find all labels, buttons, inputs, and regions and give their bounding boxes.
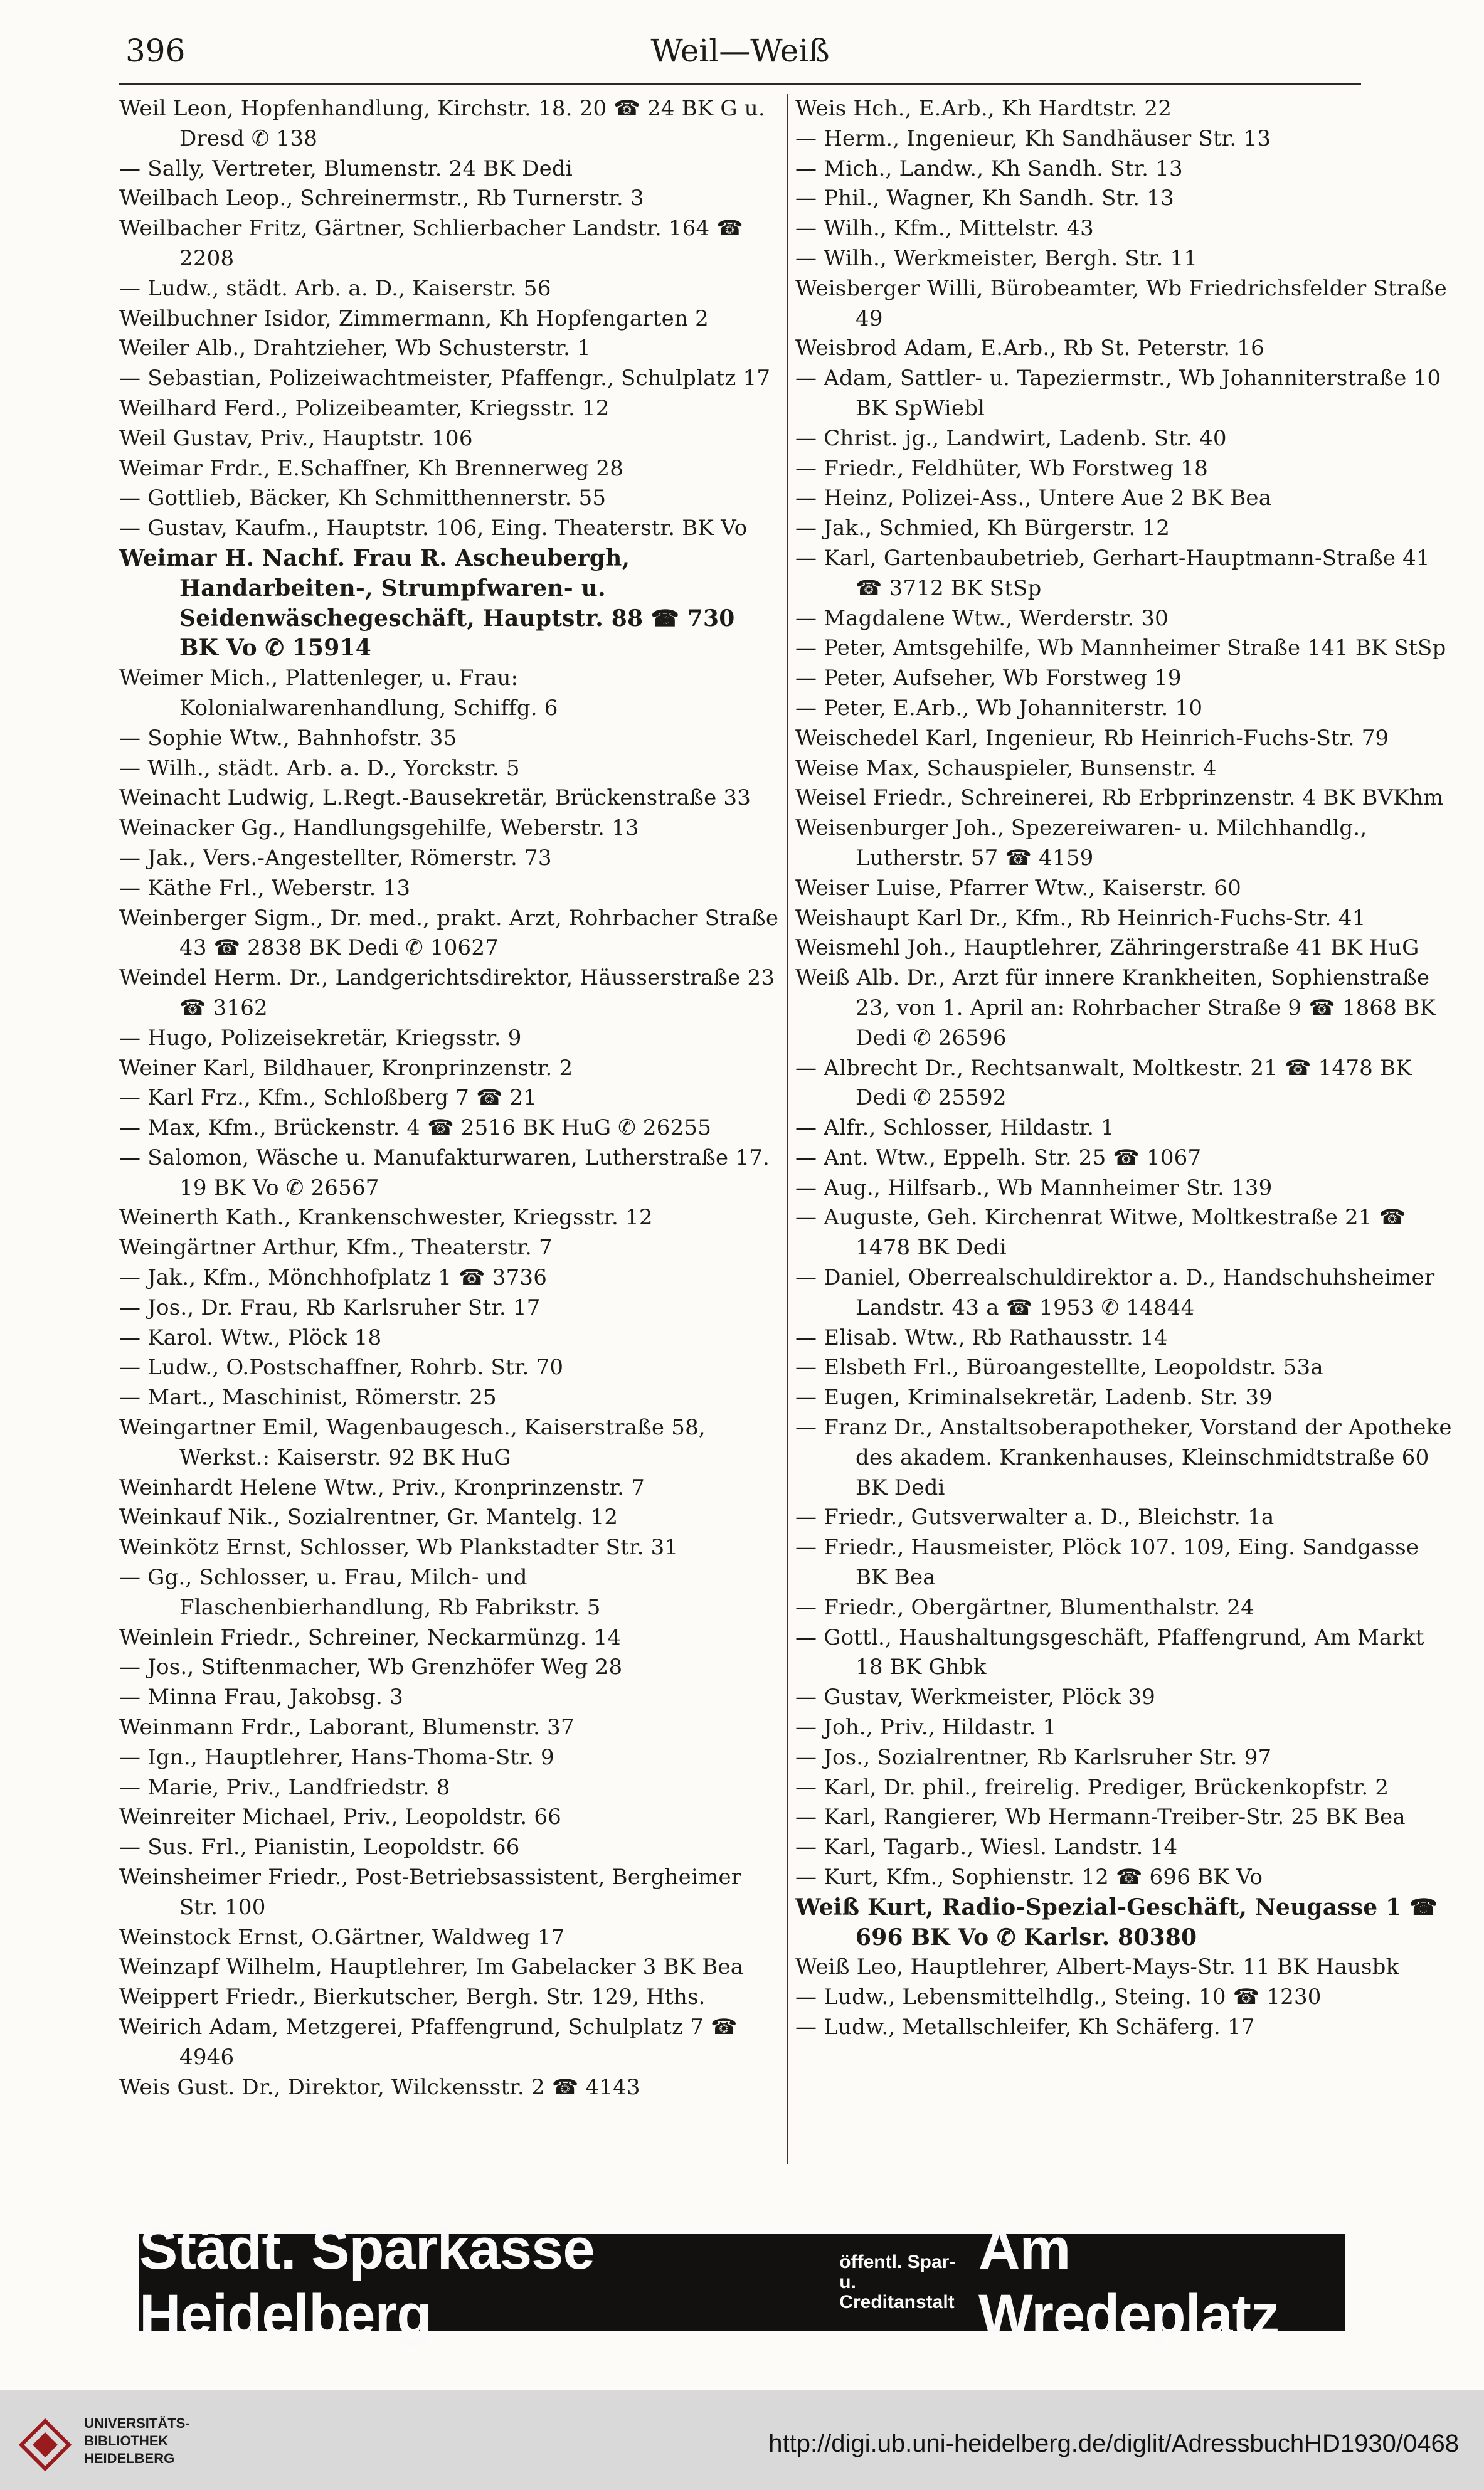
- directory-entry: — Jak., Kfm., Mönchhofplatz 1 ☎ 3736: [119, 1265, 548, 1291]
- directory-entry: Weiß Alb. Dr., Arzt für innere Krankheiten, Sophienstraße 23, von 1. April an: Rohrbacher Straße 9 ☎ 1868 BK Dedi ✆ 26596: [795, 965, 1436, 1051]
- directory-entry: — Ludw., städt. Arb. a. D., Kaiserstr. 56: [119, 275, 551, 301]
- left-column: [119, 94, 781, 2227]
- university-library-logo-icon: [15, 2415, 75, 2475]
- directory-entry: — Elisab. Wtw., Rb Rathausstr. 14: [795, 1325, 1168, 1350]
- advert-subtitle: [839, 2252, 963, 2313]
- directory-entry: Weinmann Frdr., Laborant, Blumenstr. 37: [119, 1715, 575, 1740]
- directory-entry: Weil Gustav, Priv., Hauptstr. 106: [119, 425, 473, 451]
- advert-subtitle-line1: öffentl. Spar- u.: [839, 2252, 956, 2292]
- directory-entry: — Gg., Schlosser, u. Frau, Milch- und Flaschenbierhandlung, Rb Fabrikstr. 5: [119, 1565, 601, 1620]
- directory-entry: Weischedel Karl, Ingenieur, Rb Heinrich-Fuchs-Str. 79: [795, 725, 1389, 751]
- directory-entry: — Albrecht Dr., Rechtsanwalt, Moltkestr. 21 ☎ 1478 BK Dedi ✆ 25592: [795, 1055, 1412, 1111]
- directory-entry: — Adam, Sattler- u. Tapeziermstr., Wb Johanniterstraße 10 BK SpWiebl: [795, 366, 1441, 421]
- directory-entry: — Friedr., Gutsverwalter a. D., Bleichstr. 1a: [795, 1505, 1275, 1530]
- library-name: [84, 2415, 190, 2467]
- directory-entry: — Eugen, Kriminalsekretär, Ladenb. Str. 39: [795, 1385, 1273, 1411]
- directory-entry: — Karl Frz., Kfm., Schloßberg 7 ☎ 21: [119, 1085, 538, 1111]
- page-header: [125, 26, 1355, 83]
- directory-entry: Weiner Karl, Bildhauer, Kronprinzenstr. 2: [119, 1055, 573, 1081]
- directory-entry: — Jak., Vers.-Angestellter, Römerstr. 73: [119, 845, 552, 871]
- directory-entry: Weinacker Gg., Handlungsgehilfe, Weberstr. 13: [119, 815, 639, 841]
- directory-entry: Weilbach Leop., Schreinermstr., Rb Turnerstr. 3: [119, 186, 644, 211]
- directory-entry: Weisbrod Adam, E.Arb., Rb St. Peterstr. 16: [795, 336, 1264, 361]
- directory-entry: — Peter, E.Arb., Wb Johanniterstr. 10: [795, 695, 1203, 721]
- directory-entry: Weinkauf Nik., Sozialrentner, Gr. Mantelg. 12: [119, 1505, 618, 1530]
- directory-entry: Weippert Friedr., Bierkutscher, Bergh. Str. 129, Hths.: [119, 1984, 706, 2010]
- directory-entry: Weis Hch., E.Arb., Kh Hardtstr. 22: [795, 96, 1172, 121]
- directory-entry: Weilbacher Fritz, Gärtner, Schlierbacher Landstr. 164 ☎ 2208: [119, 216, 743, 271]
- directory-entry: Weindel Herm. Dr., Landgerichtsdirektor, Häusserstraße 23 ☎ 3162: [119, 965, 775, 1020]
- directory-entry: Weisel Friedr., Schreinerei, Rb Erbprinzenstr. 4 BK BVKhm: [795, 785, 1444, 811]
- directory-entry: Weiler Alb., Drahtzieher, Wb Schusterstr. 1: [119, 336, 591, 361]
- directory-entry: — Sophie Wtw., Bahnhofstr. 35: [119, 725, 457, 751]
- directory-entry: Weinkötz Ernst, Schlosser, Wb Plankstadter Str. 31: [119, 1535, 679, 1560]
- directory-entry: — Mich., Landw., Kh Sandh. Str. 13: [795, 156, 1183, 181]
- directory-entry: — Sus. Frl., Pianistin, Leopoldstr. 66: [119, 1835, 520, 1860]
- directory-entry: — Mart., Maschinist, Römerstr. 25: [119, 1385, 497, 1411]
- directory-entry: — Franz Dr., Anstaltsoberapotheker, Vorstand der Apotheke des akadem. Krankenhauses, Kleinschmidtstraße 60 BK Dedi: [795, 1415, 1452, 1500]
- directory-entry: — Gustav, Kaufm., Hauptstr. 106, Eing. Theaterstr. BK Vo: [119, 516, 748, 541]
- directory-entry: Weinzapf Wilhelm, Hauptlehrer, Im Gabelacker 3 BK Bea: [119, 1954, 744, 1980]
- directory-entry: — Friedr., Obergärtner, Blumenthalstr. 24: [795, 1594, 1254, 1620]
- directory-entry: — Ludw., Metallschleifer, Kh Schäferg. 17: [795, 2015, 1255, 2040]
- directory-entry: Weinreiter Michael, Priv., Leopoldstr. 66: [119, 1804, 562, 1830]
- directory-entry: — Gottlieb, Bäcker, Kh Schmitthennerstr. 55: [119, 485, 607, 511]
- library-name-line1: UNIVERSITÄTS-: [84, 2415, 190, 2431]
- directory-entry: — Wilh., Kfm., Mittelstr. 43: [795, 216, 1094, 241]
- directory-entry: Weil Leon, Hopfenhandlung, Kirchstr. 18. 20 ☎ 24 BK G u. Dresd ✆ 138: [119, 96, 765, 151]
- column-divider: [787, 94, 788, 2164]
- directory-entry: — Phil., Wagner, Kh Sandh. Str. 13: [795, 186, 1174, 211]
- advert-location: Am Wredeplatz: [978, 2217, 1280, 2347]
- directory-entry: — Gustav, Werkmeister, Plöck 39: [795, 1685, 1155, 1710]
- library-name-line2: BIBLIOTHEK: [84, 2433, 169, 2449]
- directory-entry: — Wilh., Werkmeister, Bergh. Str. 11: [795, 245, 1198, 271]
- directory-entry: — Max, Kfm., Brückenstr. 4 ☎ 2516 BK HuG ✆ 26255: [119, 1115, 712, 1141]
- directory-entry: — Sally, Vertreter, Blumenstr. 24 BK Dedi: [119, 156, 573, 181]
- advert-subtitle-line2: Creditanstalt: [839, 2292, 955, 2313]
- directory-entry: Weinacht Ludwig, L.Regt.-Bausekretär, Brückenstraße 33: [119, 785, 751, 811]
- directory-entry: — Daniel, Oberrealschuldirektor a. D., Handschuhsheimer Landstr. 43 a ☎ 1953 ✆ 14844: [795, 1265, 1435, 1320]
- advert-name: Städt. Sparkasse Heidelberg: [139, 2217, 595, 2347]
- directory-entry: Weishaupt Karl Dr., Kfm., Rb Heinrich-Fuchs-Str. 41: [795, 905, 1366, 931]
- directory-entry: Weisenburger Joh., Spezereiwaren- u. Milchhandlg., Lutherstr. 57 ☎ 4159: [795, 815, 1367, 871]
- directory-entry: Weirich Adam, Metzgerei, Pfaffengrund, Schulplatz 7 ☎ 4946: [119, 2015, 738, 2070]
- directory-entry: Weiß Kurt, Radio-Spezial-Geschäft, Neugasse 1 ☎ 696 BK Vo ✆ Karlsr. 80380: [795, 1894, 1438, 1951]
- directory-entry: Weimar H. Nachf. Frau R. Ascheubergh, Handarbeiten-, Strumpfwaren- u. Seidenwäschegeschäft, Hauptstr. 88 ☎ 730 BK Vo ✆ 15914: [119, 544, 735, 662]
- directory-entry: — Minna Frau, Jakobsg. 3: [119, 1685, 403, 1710]
- running-title: Weil—Weiß: [650, 33, 830, 69]
- directory-entry: Weinhardt Helene Wtw., Priv., Kronprinzenstr. 7: [119, 1475, 645, 1500]
- directory-entry: Weinstock Ernst, O.Gärtner, Waldweg 17: [119, 1924, 565, 1950]
- directory-entry: Weilbuchner Isidor, Zimmermann, Kh Hopfengarten 2: [119, 305, 709, 331]
- directory-entry: — Jak., Schmied, Kh Bürgerstr. 12: [795, 516, 1170, 541]
- page-number: 396: [125, 33, 186, 69]
- directory-entry: — Karl, Dr. phil., freirelig. Prediger, Brückenkopfstr. 2: [795, 1774, 1389, 1800]
- header-rule: [119, 83, 1361, 85]
- directory-entry: Weiß Leo, Hauptlehrer, Albert-Mays-Str. 11 BK Hausbk: [795, 1954, 1399, 1980]
- directory-entry: — Alfr., Schlosser, Hildastr. 1: [795, 1115, 1115, 1141]
- directory-entry: Weimar Frdr., E.Schaffner, Kh Brennerweg 28: [119, 455, 624, 481]
- right-column: [795, 94, 1457, 2227]
- library-name-line3: HEIDELBERG: [84, 2450, 175, 2466]
- directory-entry: Weilhard Ferd., Polizeibeamter, Kriegsstr. 12: [119, 395, 610, 421]
- directory-entry: — Herm., Ingenieur, Kh Sandhäuser Str. 13: [795, 125, 1271, 151]
- directory-entry: — Friedr., Feldhüter, Wb Forstweg 18: [795, 455, 1208, 481]
- directory-entry: — Christ. jg., Landwirt, Ladenb. Str. 40: [795, 425, 1227, 451]
- directory-entry: — Karl, Rangierer, Wb Hermann-Treiber-Str. 25 BK Bea: [795, 1804, 1406, 1830]
- directory-entry: — Ign., Hauptlehrer, Hans-Thoma-Str. 9: [119, 1744, 554, 1770]
- directory-entry: — Ant. Wtw., Eppelh. Str. 25 ☎ 1067: [795, 1145, 1202, 1170]
- directory-entry: Weimer Mich., Plattenleger, u. Frau: Kolonialwarenhandlung, Schiffg. 6: [119, 665, 558, 721]
- sparkasse-advertisement: [139, 2217, 1345, 2347]
- directory-entry: — Ludw., Lebensmittelhdlg., Steing. 10 ☎ 1230: [795, 1984, 1322, 2010]
- directory-entry: — Joh., Priv., Hildastr. 1: [795, 1715, 1057, 1740]
- directory-entry: — Auguste, Geh. Kirchenrat Witwe, Moltkestraße 21 ☎ 1478 BK Dedi: [795, 1205, 1406, 1261]
- directory-entry: Weiser Luise, Pfarrer Wtw., Kaiserstr. 60: [795, 875, 1241, 901]
- directory-entry: Weinsheimer Friedr., Post-Betriebsassistent, Bergheimer Str. 100: [119, 1865, 742, 1920]
- directory-entry: — Jos., Sozialrentner, Rb Karlsruher Str. 97: [795, 1744, 1272, 1770]
- viewer-footer: [0, 2390, 1484, 2490]
- directory-entry: Weingartner Emil, Wagenbaugesch., Kaiserstraße 58, Werkst.: Kaiserstr. 92 BK HuG: [119, 1415, 706, 1470]
- directory-entry: — Jos., Stiftenmacher, Wb Grenzhöfer Weg 28: [119, 1655, 623, 1680]
- directory-entry: Weise Max, Schauspieler, Bunsenstr. 4: [795, 755, 1217, 781]
- directory-entry: — Hugo, Polizeisekretär, Kriegsstr. 9: [119, 1025, 522, 1051]
- directory-entry: — Friedr., Hausmeister, Plöck 107. 109, Eing. Sandgasse BK Bea: [795, 1535, 1419, 1591]
- directory-entry: — Peter, Aufseher, Wb Forstweg 19: [795, 665, 1182, 691]
- directory-entry: — Jos., Dr. Frau, Rb Karlsruher Str. 17: [119, 1295, 541, 1320]
- directory-entry: Weisberger Willi, Bürobeamter, Wb Friedrichsfelder Straße 49: [795, 275, 1447, 331]
- directory-entry: — Peter, Amtsgehilfe, Wb Mannheimer Straße 141 BK StSp: [795, 635, 1446, 661]
- directory-entry: Weis Gust. Dr., Direktor, Wilckensstr. 2 ☎ 4143: [119, 2074, 640, 2100]
- directory-entry: — Magdalene Wtw., Werderstr. 30: [795, 605, 1169, 631]
- directory-entry: Weinerth Kath., Krankenschwester, Kriegsstr. 12: [119, 1205, 653, 1231]
- directory-entry: — Elsbeth Frl., Büroangestellte, Leopoldstr. 53a: [795, 1355, 1323, 1380]
- directory-entry: — Salomon, Wäsche u. Manufakturwaren, Lutherstraße 17. 19 BK Vo ✆ 26567: [119, 1145, 770, 1200]
- directory-entry: — Karol. Wtw., Plöck 18: [119, 1325, 382, 1350]
- directory-entry: — Kurt, Kfm., Sophienstr. 12 ☎ 696 BK Vo: [795, 1865, 1263, 1890]
- directory-entry: — Marie, Priv., Landfriedstr. 8: [119, 1774, 450, 1800]
- directory-entry: — Karl, Tagarb., Wiesl. Landstr. 14: [795, 1835, 1178, 1860]
- directory-entry: — Käthe Frl., Weberstr. 13: [119, 875, 411, 901]
- directory-entry: — Gottl., Haushaltungsgeschäft, Pfaffengrund, Am Markt 18 BK Ghbk: [795, 1624, 1424, 1680]
- directory-entry: — Heinz, Polizei-Ass., Untere Aue 2 BK Bea: [795, 485, 1272, 511]
- directory-entry: — Aug., Hilfsarb., Wb Mannheimer Str. 139: [795, 1175, 1273, 1200]
- directory-entry: — Karl, Gartenbaubetrieb, Gerhart-Hauptmann-Straße 41 ☎ 3712 BK StSp: [795, 545, 1430, 601]
- directory-entry: Weinberger Sigm., Dr. med., prakt. Arzt, Rohrbacher Straße 43 ☎ 2838 BK Dedi ✆ 10627: [119, 905, 779, 961]
- directory-entry: Weismehl Joh., Hauptlehrer, Zähringerstraße 41 BK HuG: [795, 935, 1419, 961]
- directory-entry: — Sebastian, Polizeiwachtmeister, Pfaffengr., Schulplatz 17: [119, 366, 771, 391]
- directory-entry: — Wilh., städt. Arb. a. D., Yorckstr. 5: [119, 755, 520, 781]
- directory-entry: Weingärtner Arthur, Kfm., Theaterstr. 7: [119, 1235, 553, 1261]
- source-url-link[interactable]: http://digi.ub.uni-heidelberg.de/diglit/AdressbuchHD1930/0468: [768, 2430, 1459, 2457]
- directory-entry: Weinlein Friedr., Schreiner, Neckarmünzg. 14: [119, 1624, 622, 1650]
- directory-entry: — Ludw., O.Postschaffner, Rohrb. Str. 70: [119, 1355, 564, 1380]
